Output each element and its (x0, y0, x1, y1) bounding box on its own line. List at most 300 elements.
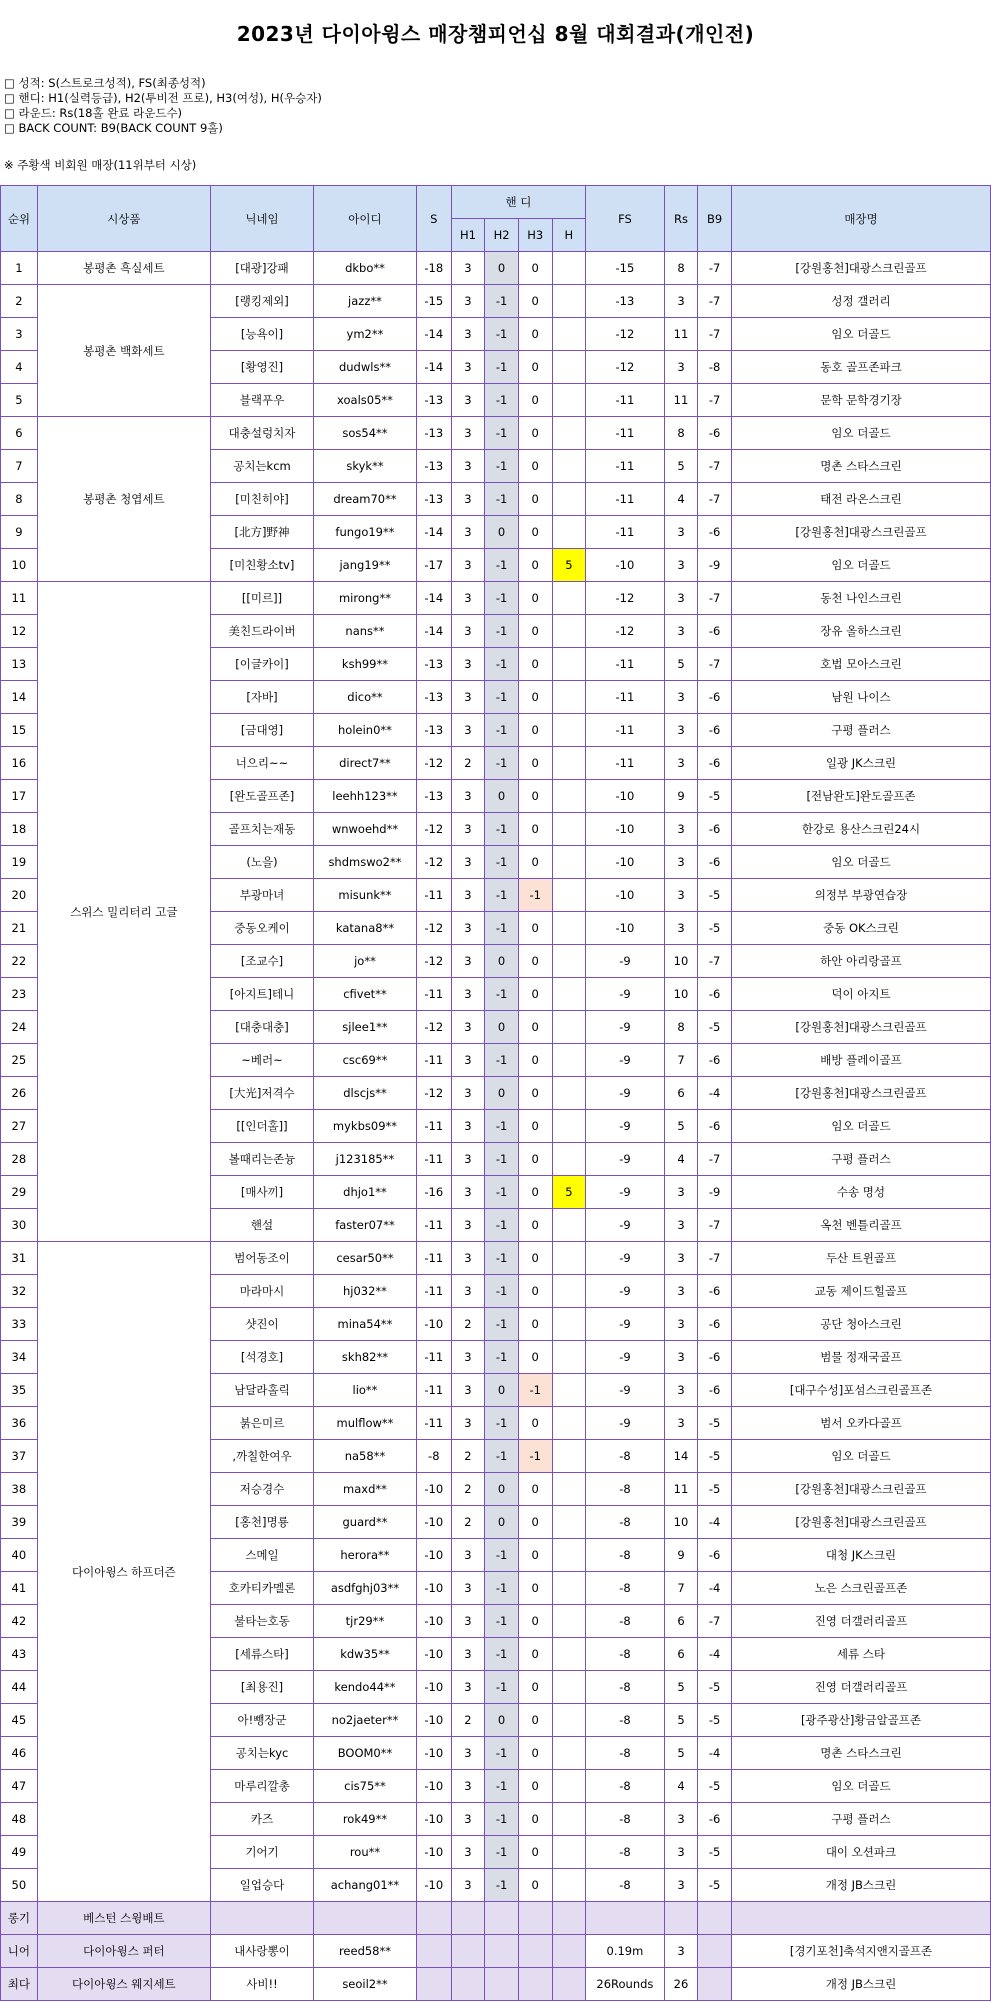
h-cell (552, 912, 586, 945)
award-empty-cell (485, 1935, 519, 1968)
h-cell (552, 351, 586, 384)
store-cell: 호법 모아스크린 (731, 648, 990, 681)
rs-cell: 3 (664, 1341, 698, 1374)
store-cell: 남원 나이스 (731, 681, 990, 714)
h3-cell: 0 (518, 1539, 552, 1572)
rank-cell: 44 (1, 1671, 38, 1704)
h1-cell: 3 (451, 1011, 485, 1044)
award-nickname (211, 1902, 314, 1935)
rank-cell: 4 (1, 351, 38, 384)
h1-cell: 3 (451, 351, 485, 384)
b9-cell: -6 (698, 714, 732, 747)
h2-cell: -1 (485, 1341, 519, 1374)
h3-cell: 0 (518, 681, 552, 714)
b9-cell: -6 (698, 1374, 732, 1407)
h3-cell: 0 (518, 1341, 552, 1374)
store-cell: 진영 더갤러리골프 (731, 1671, 990, 1704)
fs-cell: -11 (586, 483, 665, 516)
rank-cell: 5 (1, 384, 38, 417)
h-cell (552, 747, 586, 780)
award-empty-cell (485, 1902, 519, 1935)
nickname-cell: [세류스타] (211, 1638, 314, 1671)
col-prize: 시상품 (37, 186, 210, 252)
rs-cell: 4 (664, 483, 698, 516)
rank-cell: 33 (1, 1308, 38, 1341)
fs-cell: -9 (586, 1209, 665, 1242)
h-cell (552, 1440, 586, 1473)
h2-cell: -1 (485, 1209, 519, 1242)
h3-cell: 0 (518, 780, 552, 813)
store-cell: 대이 오션파크 (731, 1836, 990, 1869)
nickname-cell: [미친히야] (211, 483, 314, 516)
rank-cell: 10 (1, 549, 38, 582)
h3-cell: 0 (518, 1308, 552, 1341)
nickname-cell: 카즈 (211, 1803, 314, 1836)
nickname-cell: [매사끼] (211, 1176, 314, 1209)
h1-cell: 3 (451, 1770, 485, 1803)
store-cell: [강원홍천]대광스크린골프 (731, 1077, 990, 1110)
h-cell: 5 (552, 1176, 586, 1209)
h2-cell: -1 (485, 483, 519, 516)
store-cell: 태전 라온스크린 (731, 483, 990, 516)
h1-cell: 3 (451, 1275, 485, 1308)
fs-cell: -8 (586, 1704, 665, 1737)
id-cell: kdw35** (313, 1638, 416, 1671)
id-cell: na58** (313, 1440, 416, 1473)
h-cell (552, 879, 586, 912)
id-cell: cis75** (313, 1770, 416, 1803)
award-empty-cell (485, 1968, 519, 2001)
h1-cell: 2 (451, 1308, 485, 1341)
id-cell: dlscjs** (313, 1077, 416, 1110)
rank-cell: 31 (1, 1242, 38, 1275)
id-cell: dudwls** (313, 351, 416, 384)
s-cell: -12 (416, 846, 451, 879)
s-cell: -10 (416, 1308, 451, 1341)
award-empty-cell (416, 1902, 451, 1935)
s-cell: -18 (416, 252, 451, 285)
h3-cell: 0 (518, 285, 552, 318)
fs-cell: -9 (586, 978, 665, 1011)
award-record (586, 1902, 665, 1935)
h2-cell: 0 (485, 1473, 519, 1506)
id-cell: hj032** (313, 1275, 416, 1308)
id-cell: misunk** (313, 879, 416, 912)
h3-cell: 0 (518, 945, 552, 978)
h-cell (552, 417, 586, 450)
page-title: 2023년 다이아윙스 매장챔피언십 8월 대회결과(개인전) (236, 22, 755, 46)
col-rs: Rs (664, 186, 698, 252)
h1-cell: 3 (451, 1143, 485, 1176)
rank-cell: 40 (1, 1539, 38, 1572)
id-cell: kendo44** (313, 1671, 416, 1704)
results-table (0, 185, 991, 2001)
rs-cell: 6 (664, 1077, 698, 1110)
h-cell (552, 384, 586, 417)
nickname-cell: 美친드라이버 (211, 615, 314, 648)
nickname-cell: [北方]野神 (211, 516, 314, 549)
store-cell: [대구수성]포섬스크린골프존 (731, 1374, 990, 1407)
rank-cell: 38 (1, 1473, 38, 1506)
nickname-cell: 범어동조이 (211, 1242, 314, 1275)
rank-cell: 26 (1, 1077, 38, 1110)
table-row (1, 1242, 991, 1275)
rank-cell: 42 (1, 1605, 38, 1638)
id-cell: mirong** (313, 582, 416, 615)
h-cell (552, 945, 586, 978)
h3-cell: 0 (518, 1143, 552, 1176)
nickname-cell: [[미르]] (211, 582, 314, 615)
fs-cell: -9 (586, 1110, 665, 1143)
h2-cell: -1 (485, 1572, 519, 1605)
rs-cell: 10 (664, 945, 698, 978)
h3-cell: 0 (518, 846, 552, 879)
rank-cell: 43 (1, 1638, 38, 1671)
fs-cell: -10 (586, 813, 665, 846)
nickname-cell: 스메일 (211, 1539, 314, 1572)
s-cell: -13 (416, 450, 451, 483)
award-empty-cell (698, 1968, 732, 2001)
rank-cell: 9 (1, 516, 38, 549)
rs-cell: 3 (664, 1275, 698, 1308)
s-cell: -17 (416, 549, 451, 582)
fs-cell: -8 (586, 1605, 665, 1638)
h2-cell: -1 (485, 450, 519, 483)
h2-cell: -1 (485, 879, 519, 912)
h-cell (552, 1143, 586, 1176)
h1-cell: 3 (451, 945, 485, 978)
b9-cell: -5 (698, 1770, 732, 1803)
col-fs: FS (586, 186, 665, 252)
h1-cell: 3 (451, 450, 485, 483)
fs-cell: -11 (586, 648, 665, 681)
h3-cell: -1 (518, 879, 552, 912)
rank-cell: 20 (1, 879, 38, 912)
id-cell: dkbo** (313, 252, 416, 285)
h-cell (552, 615, 586, 648)
h-cell (552, 1473, 586, 1506)
h3-cell: 0 (518, 1110, 552, 1143)
fs-cell: -8 (586, 1473, 665, 1506)
rs-cell: 9 (664, 1539, 698, 1572)
h-cell (552, 780, 586, 813)
fs-cell: -9 (586, 1275, 665, 1308)
h-cell (552, 1044, 586, 1077)
s-cell: -13 (416, 417, 451, 450)
h2-cell: -1 (485, 1044, 519, 1077)
h2-cell: 0 (485, 1374, 519, 1407)
h3-cell: 0 (518, 1869, 552, 1902)
h1-cell: 3 (451, 1242, 485, 1275)
h3-cell: 0 (518, 417, 552, 450)
award-empty-cell (451, 1902, 485, 1935)
col-h2: H2 (485, 219, 519, 252)
fs-cell: -11 (586, 417, 665, 450)
rank-cell: 35 (1, 1374, 38, 1407)
id-cell: leehh123** (313, 780, 416, 813)
id-cell: jo** (313, 945, 416, 978)
award-rounds: 26 (664, 1968, 698, 2001)
store-cell: [광주광산]황금알골프존 (731, 1704, 990, 1737)
h-cell (552, 1671, 586, 1704)
fs-cell: -9 (586, 1077, 665, 1110)
nickname-cell: [이글카이] (211, 648, 314, 681)
nickname-cell: 마라마시 (211, 1275, 314, 1308)
h-cell (552, 483, 586, 516)
rs-cell: 4 (664, 1143, 698, 1176)
h-cell (552, 1572, 586, 1605)
s-cell: -11 (416, 1110, 451, 1143)
store-cell: 임오 더골드 (731, 417, 990, 450)
rs-cell: 3 (664, 1836, 698, 1869)
id-cell: wnwoehd** (313, 813, 416, 846)
h3-cell: 0 (518, 1209, 552, 1242)
b9-cell: -4 (698, 1638, 732, 1671)
rank-cell: 18 (1, 813, 38, 846)
store-cell: 덕이 아지트 (731, 978, 990, 1011)
rs-cell: 7 (664, 1044, 698, 1077)
rs-cell: 3 (664, 681, 698, 714)
h2-cell: -1 (485, 747, 519, 780)
store-cell: 진영 더갤러리골프 (731, 1605, 990, 1638)
award-store: [경기포천]축석지앤지골프존 (731, 1935, 990, 1968)
h2-cell: -1 (485, 714, 519, 747)
nickname-cell: [랭킹제외] (211, 285, 314, 318)
rs-cell: 5 (664, 450, 698, 483)
s-cell: -10 (416, 1836, 451, 1869)
h-cell (552, 516, 586, 549)
b9-cell: -7 (698, 1143, 732, 1176)
rank-cell: 14 (1, 681, 38, 714)
s-cell: -11 (416, 1242, 451, 1275)
fs-cell: -11 (586, 384, 665, 417)
b9-cell: -6 (698, 516, 732, 549)
rank-cell: 12 (1, 615, 38, 648)
id-cell: rou** (313, 1836, 416, 1869)
nickname-cell: 공치는kcm (211, 450, 314, 483)
h1-cell: 3 (451, 1044, 485, 1077)
col-b9: B9 (698, 186, 732, 252)
rs-cell: 5 (664, 1671, 698, 1704)
nickname-cell: [대충대충] (211, 1011, 314, 1044)
id-cell: achang01** (313, 1869, 416, 1902)
nickname-cell: [금대영] (211, 714, 314, 747)
h-cell (552, 1605, 586, 1638)
col-h1: H1 (451, 219, 485, 252)
b9-cell: -6 (698, 1341, 732, 1374)
s-cell: -11 (416, 1044, 451, 1077)
nickname-cell: [능욕이] (211, 318, 314, 351)
id-cell: cesar50** (313, 1242, 416, 1275)
nickname-cell: 남달라홀릭 (211, 1374, 314, 1407)
rs-cell: 3 (664, 1407, 698, 1440)
b9-cell: -5 (698, 879, 732, 912)
store-cell: 문학 문학경기장 (731, 384, 990, 417)
award-record: 26Rounds (586, 1968, 665, 2001)
id-cell: dream70** (313, 483, 416, 516)
nickname-cell: 마루리깔총 (211, 1770, 314, 1803)
h1-cell: 3 (451, 1638, 485, 1671)
s-cell: -14 (416, 582, 451, 615)
s-cell: -11 (416, 879, 451, 912)
fs-cell: -9 (586, 1341, 665, 1374)
h3-cell: 0 (518, 1176, 552, 1209)
h3-cell: 0 (518, 549, 552, 582)
award-nickname: 사비!! (211, 1968, 314, 2001)
h2-cell: -1 (485, 384, 519, 417)
rs-cell: 11 (664, 318, 698, 351)
b9-cell: -5 (698, 1440, 732, 1473)
fs-cell: -10 (586, 780, 665, 813)
s-cell: -12 (416, 813, 451, 846)
h2-cell: -1 (485, 318, 519, 351)
rs-cell: 8 (664, 417, 698, 450)
s-cell: -13 (416, 384, 451, 417)
h1-cell: 3 (451, 681, 485, 714)
rank-cell: 47 (1, 1770, 38, 1803)
rs-cell: 3 (664, 1209, 698, 1242)
b9-cell: -5 (698, 1704, 732, 1737)
award-empty-cell (552, 1935, 586, 1968)
rs-cell: 3 (664, 1374, 698, 1407)
id-cell: maxd** (313, 1473, 416, 1506)
store-cell: [강원홍천]대광스크린골프 (731, 252, 990, 285)
nickname-cell: [미친황소tv] (211, 549, 314, 582)
h1-cell: 3 (451, 1176, 485, 1209)
b9-cell: -6 (698, 681, 732, 714)
h2-cell: -1 (485, 1110, 519, 1143)
s-cell: -13 (416, 780, 451, 813)
id-cell: holein0** (313, 714, 416, 747)
store-cell: 배방 플레이골프 (731, 1044, 990, 1077)
b9-cell: -5 (698, 780, 732, 813)
h2-cell: -1 (485, 582, 519, 615)
store-cell: 명촌 스타스크린 (731, 450, 990, 483)
fs-cell: -11 (586, 714, 665, 747)
fs-cell: -12 (586, 582, 665, 615)
id-cell: guard** (313, 1506, 416, 1539)
id-cell: mina54** (313, 1308, 416, 1341)
rank-cell: 23 (1, 978, 38, 1011)
store-cell: 의정부 부광연습장 (731, 879, 990, 912)
b9-cell: -6 (698, 1539, 732, 1572)
h3-cell: 0 (518, 1242, 552, 1275)
prize-cell: 봉평촌 청엽세트 (37, 417, 210, 582)
h-cell (552, 1341, 586, 1374)
rank-cell: 28 (1, 1143, 38, 1176)
h1-cell: 3 (451, 780, 485, 813)
h2-cell: -1 (485, 846, 519, 879)
h-cell (552, 1374, 586, 1407)
id-cell: j123185** (313, 1143, 416, 1176)
award-label: 최다 (1, 1968, 38, 2001)
award-row (1, 1935, 991, 1968)
fs-cell: -8 (586, 1836, 665, 1869)
rs-cell: 14 (664, 1440, 698, 1473)
rank-cell: 48 (1, 1803, 38, 1836)
h3-cell: -1 (518, 1374, 552, 1407)
rank-cell: 8 (1, 483, 38, 516)
h2-cell: -1 (485, 1440, 519, 1473)
rank-cell: 22 (1, 945, 38, 978)
s-cell: -10 (416, 1770, 451, 1803)
h1-cell: 2 (451, 1506, 485, 1539)
id-cell: no2jaeter** (313, 1704, 416, 1737)
rank-cell: 49 (1, 1836, 38, 1869)
award-empty-cell (518, 1968, 552, 2001)
s-cell: -10 (416, 1671, 451, 1704)
store-cell: 임오 더골드 (731, 1110, 990, 1143)
h1-cell: 3 (451, 813, 485, 846)
store-cell: 장유 올하스크린 (731, 615, 990, 648)
nickname-cell: 아!뺑장군 (211, 1704, 314, 1737)
fs-cell: -11 (586, 516, 665, 549)
s-cell: -12 (416, 945, 451, 978)
h2-cell: -1 (485, 978, 519, 1011)
store-cell: 일광 JK스크린 (731, 747, 990, 780)
store-cell: 범물 정재국골프 (731, 1341, 990, 1374)
s-cell: -10 (416, 1803, 451, 1836)
award-empty-cell (518, 1902, 552, 1935)
rs-cell: 7 (664, 1572, 698, 1605)
col-id: 아이디 (313, 186, 416, 252)
b9-cell: -4 (698, 1506, 732, 1539)
fs-cell: -10 (586, 912, 665, 945)
rank-cell: 29 (1, 1176, 38, 1209)
h3-cell: 0 (518, 582, 552, 615)
h3-cell: 0 (518, 516, 552, 549)
nickname-cell: [大光]저격수 (211, 1077, 314, 1110)
h-cell (552, 1077, 586, 1110)
h3-cell: 0 (518, 714, 552, 747)
store-cell: 한강로 용산스크린24시 (731, 813, 990, 846)
h2-cell: 0 (485, 780, 519, 813)
s-cell: -13 (416, 483, 451, 516)
h3-cell: 0 (518, 747, 552, 780)
h3-cell: 0 (518, 483, 552, 516)
award-empty-cell (518, 1935, 552, 1968)
h2-cell: -1 (485, 1176, 519, 1209)
b9-cell: -6 (698, 978, 732, 1011)
store-cell: 구평 플러스 (731, 1143, 990, 1176)
id-cell: xoals05** (313, 384, 416, 417)
b9-cell: -5 (698, 1011, 732, 1044)
store-cell: [전남완도]완도골프존 (731, 780, 990, 813)
h3-cell: 0 (518, 1737, 552, 1770)
results-body (1, 252, 991, 2001)
h2-cell: -1 (485, 417, 519, 450)
h2-cell: 0 (485, 252, 519, 285)
b9-cell: -7 (698, 1242, 732, 1275)
h2-cell: -1 (485, 681, 519, 714)
rs-cell: 3 (664, 1242, 698, 1275)
store-cell: 두산 트윈골프 (731, 1242, 990, 1275)
id-cell: dhjo1** (313, 1176, 416, 1209)
h1-cell: 3 (451, 516, 485, 549)
s-cell: -13 (416, 681, 451, 714)
h2-cell: -1 (485, 549, 519, 582)
rs-cell: 3 (664, 714, 698, 747)
b9-cell: -7 (698, 945, 732, 978)
h-cell (552, 681, 586, 714)
fs-cell: -11 (586, 681, 665, 714)
h2-cell: 0 (485, 1077, 519, 1110)
b9-cell: -7 (698, 648, 732, 681)
award-empty-cell (416, 1935, 451, 1968)
award-prize: 다이아윙스 퍼터 (37, 1935, 210, 1968)
fs-cell: -11 (586, 747, 665, 780)
h1-cell: 3 (451, 978, 485, 1011)
